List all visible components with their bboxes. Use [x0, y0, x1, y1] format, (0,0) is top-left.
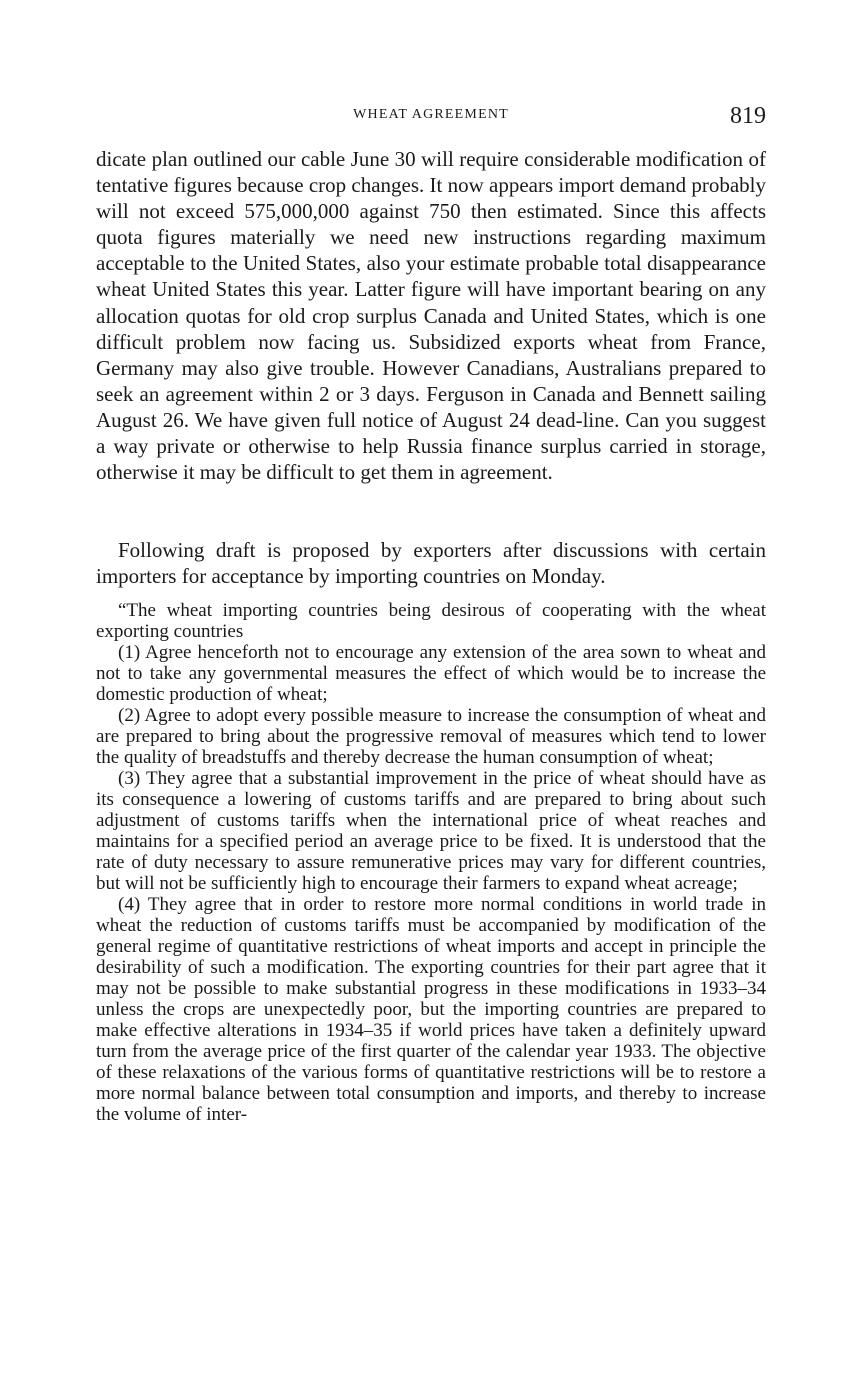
quote-intro: “The wheat importing countries being desirous of cooperating with the wheat exporting countries [96, 600, 766, 642]
quote-item-2: (2) Agree to adopt every possible measure to increase the consumption of wheat and are prepared to bring about the progressive removal of measures which tend to lower the quality of breadstuffs and thereby decrease the human consumption of wheat; [96, 705, 766, 768]
body-paragraph: dicate plan outlined our cable June 30 will require considerable modification of tentative figures because crop changes. It now appears import demand probably will not exceed 575,000,000 against 750 then estimated. Since this affects quota figures materially we need new instructions regarding maximum acceptable to the United States, also your estimate probable total disappearance wheat United States this year. Latter figure will have important bearing on any allocation quotas for old crop surplus Canada and United States, which is one difficult problem now facing us. Subsidized exports wheat from France, Germany may also give trouble. However Canadians, Australians prepared to seek an agreement within 2 or 3 days. Ferguson in Canada and Bennett sailing August 26. We have given full notice of August 24 dead-line. Can you suggest a way private or otherwise to help Russia finance surplus carried in storage, otherwise it may be difficult to get them in agreement. [96, 147, 767, 485]
quote-item-3: (3) They agree that a substantial improvement in the price of wheat should have as its consequence a lowering of customs tariffs and are prepared to bring about such adjustment of customs tariffs when the international price of wheat reaches and maintains for a specified period an average price to be fixed. It is understood that the rate of duty necessary to assure remunerative prices may vary for different countries, but will not be sufficiently high to encourage their farmers to expand wheat acreage; [96, 768, 766, 894]
page-number: 819 [730, 103, 766, 129]
quote-item-4: (4) They agree that in order to restore more normal conditions in world trade in wheat the reduction of customs tariffs must be accompanied by modification of the general regime of quantitative restrictions of wheat imports and accept in principle the desirability of such a modification. The exporting countries for their part agree that it may not be possible to make substantial progress in these modifications in 1933–34 unless the crops are unexpectedly poor, but the importing countries are prepared to make effective alterations in 1934–35 if world prices have taken a definitely upward turn from the average price of the first quarter of the calendar year 1933. The objective of these relaxations of the various forms of quantitative restrictions will be to restore a more normal balance between total consumption and imports, and thereby to increase the volume of inter- [96, 894, 766, 1125]
quoted-draft [96, 600, 766, 1125]
body-paragraph-2-container [96, 537, 766, 589]
body-paragraph: Following draft is proposed by exporters after discussions with certain importers for acceptance by importing countries on Monday. [96, 538, 766, 589]
quote-item-1: (1) Agree henceforth not to encourage any extension of the area sown to wheat and not to take any governmental measures the effect of which would be to increase the domestic production of wheat; [96, 642, 766, 705]
page-header [96, 103, 766, 133]
running-title: WHEAT AGREEMENT [353, 107, 509, 122]
body-paragraph-1-container [96, 146, 766, 485]
